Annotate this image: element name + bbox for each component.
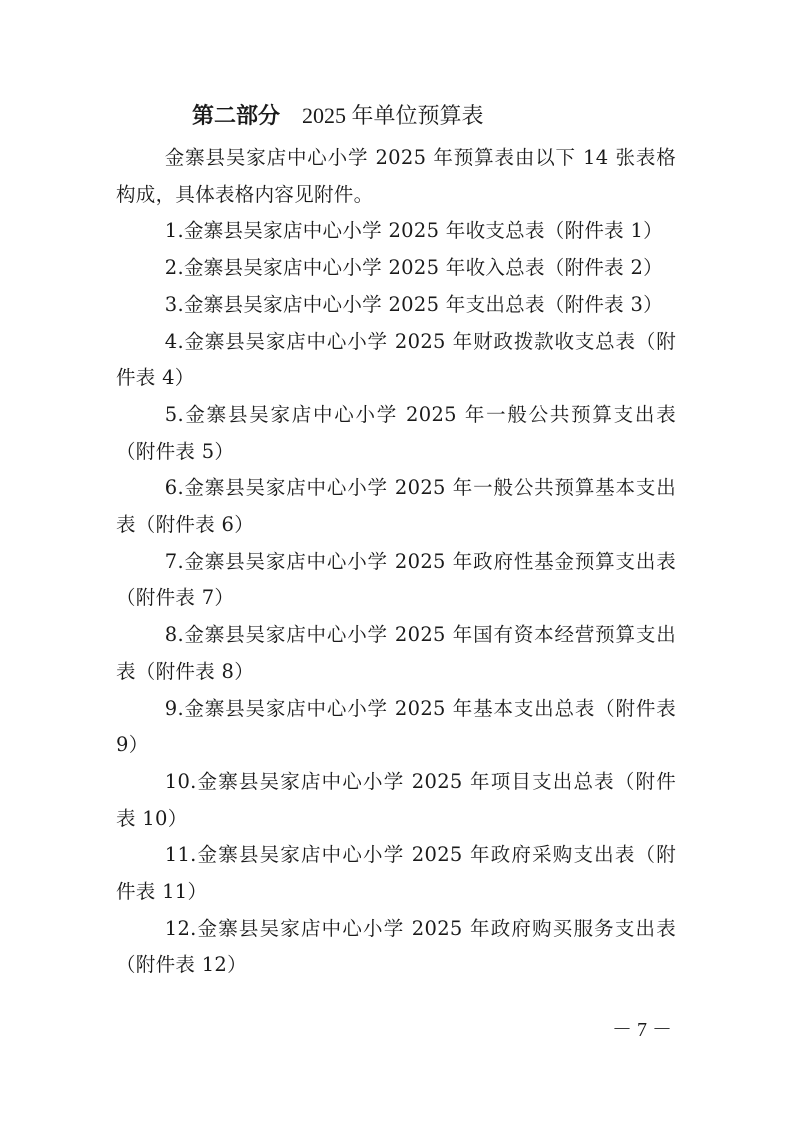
list-item: 2.金寨县吴家店中心小学 2025 年收入总表（附件表 2） <box>164 256 663 280</box>
list-item: 4.金寨县吴家店中心小学 2025 年财政拨款收支总表（附件表 4） <box>116 329 676 390</box>
list-item: 12.金寨县吴家店中心小学 2025 年政府购买服务支出表（附件表 12） <box>116 916 676 977</box>
list-item: 8.金寨县吴家店中心小学 2025 年国有资本经营预算支出表（附件表 8） <box>116 623 676 683</box>
list-item: 10.金寨县吴家店中心小学 2025 年项目支出总表（附件表 10） <box>116 769 676 830</box>
section-part-label: 第二部分 <box>192 104 281 129</box>
list-item: 1.金寨县吴家店中心小学 2025 年收支总表（附件表 1） <box>164 219 663 243</box>
list-item: 3.金寨县吴家店中心小学 2025 年支出总表（附件表 3） <box>164 292 663 316</box>
list-item: 11.金寨县吴家店中心小学 2025 年政府采购支出表（附件表 11） <box>116 843 676 904</box>
section-heading <box>192 100 484 133</box>
list-item: 6.金寨县吴家店中心小学 2025 年一般公共预算基本支出表（附件表 6） <box>116 476 676 537</box>
list-item: 5.金寨县吴家店中心小学 2025 年一般公共预算支出表（附件表 5） <box>116 402 676 463</box>
document-body <box>116 140 676 984</box>
list-item: 9.金寨县吴家店中心小学 2025 年基本支出总表（附件表 9） <box>116 696 676 757</box>
intro-paragraph: 金寨县吴家店中心小学 2025 年预算表由以下 14 张表格构成，具体表格内容见附件。 <box>116 146 676 206</box>
list-item: 7.金寨县吴家店中心小学 2025 年政府性基金预算支出表（附件表 7） <box>116 549 676 610</box>
page-number: － 7 － <box>612 1019 672 1041</box>
section-title: 2025 年单位预算表 <box>302 103 484 128</box>
